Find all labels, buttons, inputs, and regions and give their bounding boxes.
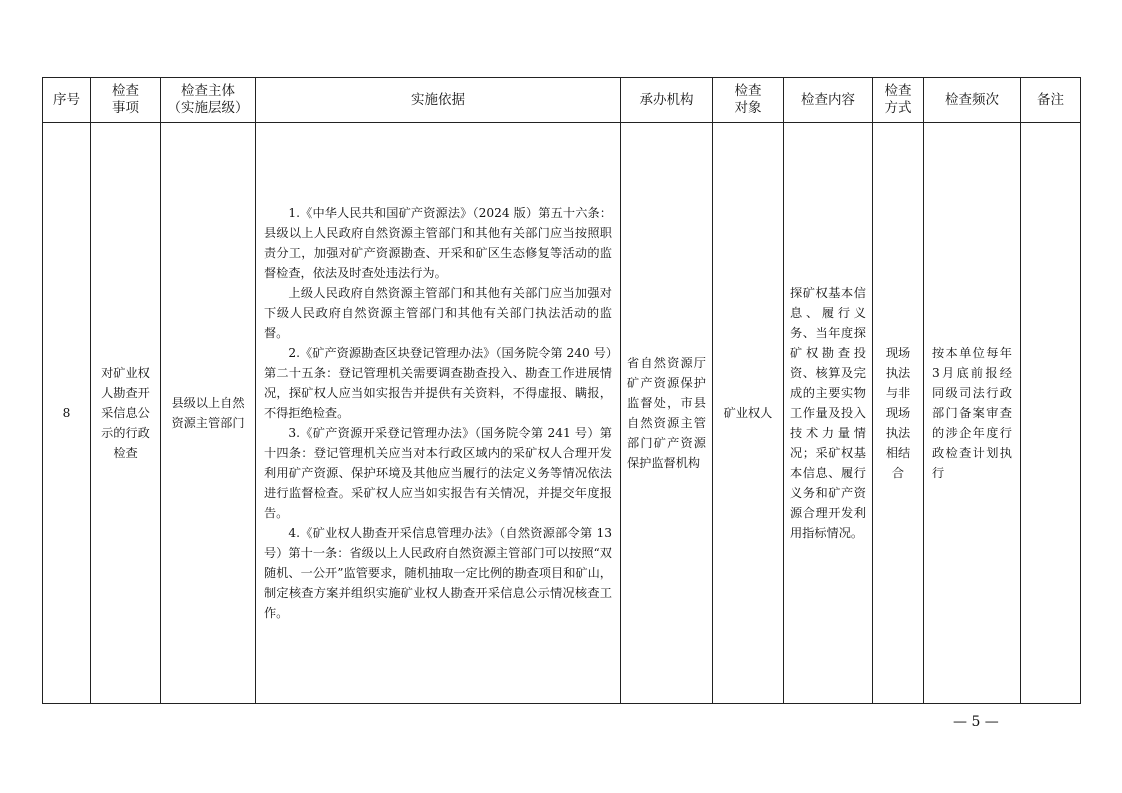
cell-basis bbox=[256, 123, 621, 704]
header-object: 检查 对象 bbox=[713, 78, 784, 123]
cell-frequency: 按本单位每年3月底前报经同级司法行政部门备案审查的涉企年度行政检查计划执行 bbox=[924, 123, 1021, 704]
header-remark: 备注 bbox=[1021, 78, 1081, 123]
header-content: 检查内容 bbox=[784, 78, 873, 123]
inspection-table bbox=[42, 77, 1081, 704]
cell-remark bbox=[1021, 123, 1081, 704]
header-basis: 实施依据 bbox=[256, 78, 621, 123]
cell-subject: 县级以上自然资源主管部门 bbox=[161, 123, 256, 704]
basis-paragraph-4: 3.《矿产资源开采登记管理办法》（国务院令第 241 号）第十四条：登记管理机关应当对本行政区域内的采矿权人合理开发利用矿产资源、保护环境及其他应当履行的法定义务等情况依法进行监督检查。采矿权人应当如实报告有关情况，并提交年度报告。 bbox=[264, 426, 612, 520]
cell-content: 探矿权基本信息、履行义务、当年度探矿权勘查投资、核算及完成的主要实物工作量及投入技术力量情况；采矿权基本信息、履行义务和矿产资源合理开发利用指标情况。 bbox=[784, 123, 873, 704]
cell-agency: 省自然资源厅矿产资源保护监督处，市县自然资源主管部门矿产资源保护监督机构 bbox=[621, 123, 713, 704]
header-seq: 序号 bbox=[43, 78, 91, 123]
page-number: — 5 — bbox=[953, 714, 999, 730]
cell-seq: 8 bbox=[43, 123, 91, 704]
cell-item: 对矿业权人勘查开采信息公示的行政检查 bbox=[91, 123, 161, 704]
header-agency: 承办机构 bbox=[621, 78, 713, 123]
header-method: 检查 方式 bbox=[873, 78, 924, 123]
header-subject: 检查主体 （实施层级） bbox=[161, 78, 256, 123]
cell-method: 现场执法与非现场执法相结合 bbox=[873, 123, 924, 704]
table-row bbox=[43, 123, 1081, 704]
basis-paragraph-3: 2.《矿产资源勘查区块登记管理办法》（国务院令第 240 号）第二十五条：登记管理机关需要调查勘查投入、勘查工作进展情况，探矿权人应当如实报告并提供有关资料，不得虚报、瞒报，不得拒绝检查。 bbox=[264, 346, 612, 420]
basis-paragraph-5: 4.《矿业权人勘查开采信息管理办法》（自然资源部令第 13 号）第十一条：省级以上人民政府自然资源主管部门可以按照“双随机、一公开”监管要求，随机抽取一定比例的勘查项目和矿山，制定核查方案并组织实施矿业权人勘查开采信息公示情况核查工作。 bbox=[264, 526, 612, 620]
header-row bbox=[43, 78, 1081, 123]
header-item: 检查 事项 bbox=[91, 78, 161, 123]
cell-object: 矿业权人 bbox=[713, 123, 784, 704]
header-frequency: 检查频次 bbox=[924, 78, 1021, 123]
basis-paragraph-2: 上级人民政府自然资源主管部门和其他有关部门应当加强对下级人民政府自然资源主管部门和其他有关部门执法活动的监督。 bbox=[264, 286, 612, 340]
basis-paragraph-1: 1.《中华人民共和国矿产资源法》（2024 版）第五十六条：县级以上人民政府自然资源主管部门和其他有关部门应当按照职责分工，加强对矿产资源勘查、开采和矿区生态修复等活动的监督检查，依法及时查处违法行为。 bbox=[264, 206, 612, 280]
